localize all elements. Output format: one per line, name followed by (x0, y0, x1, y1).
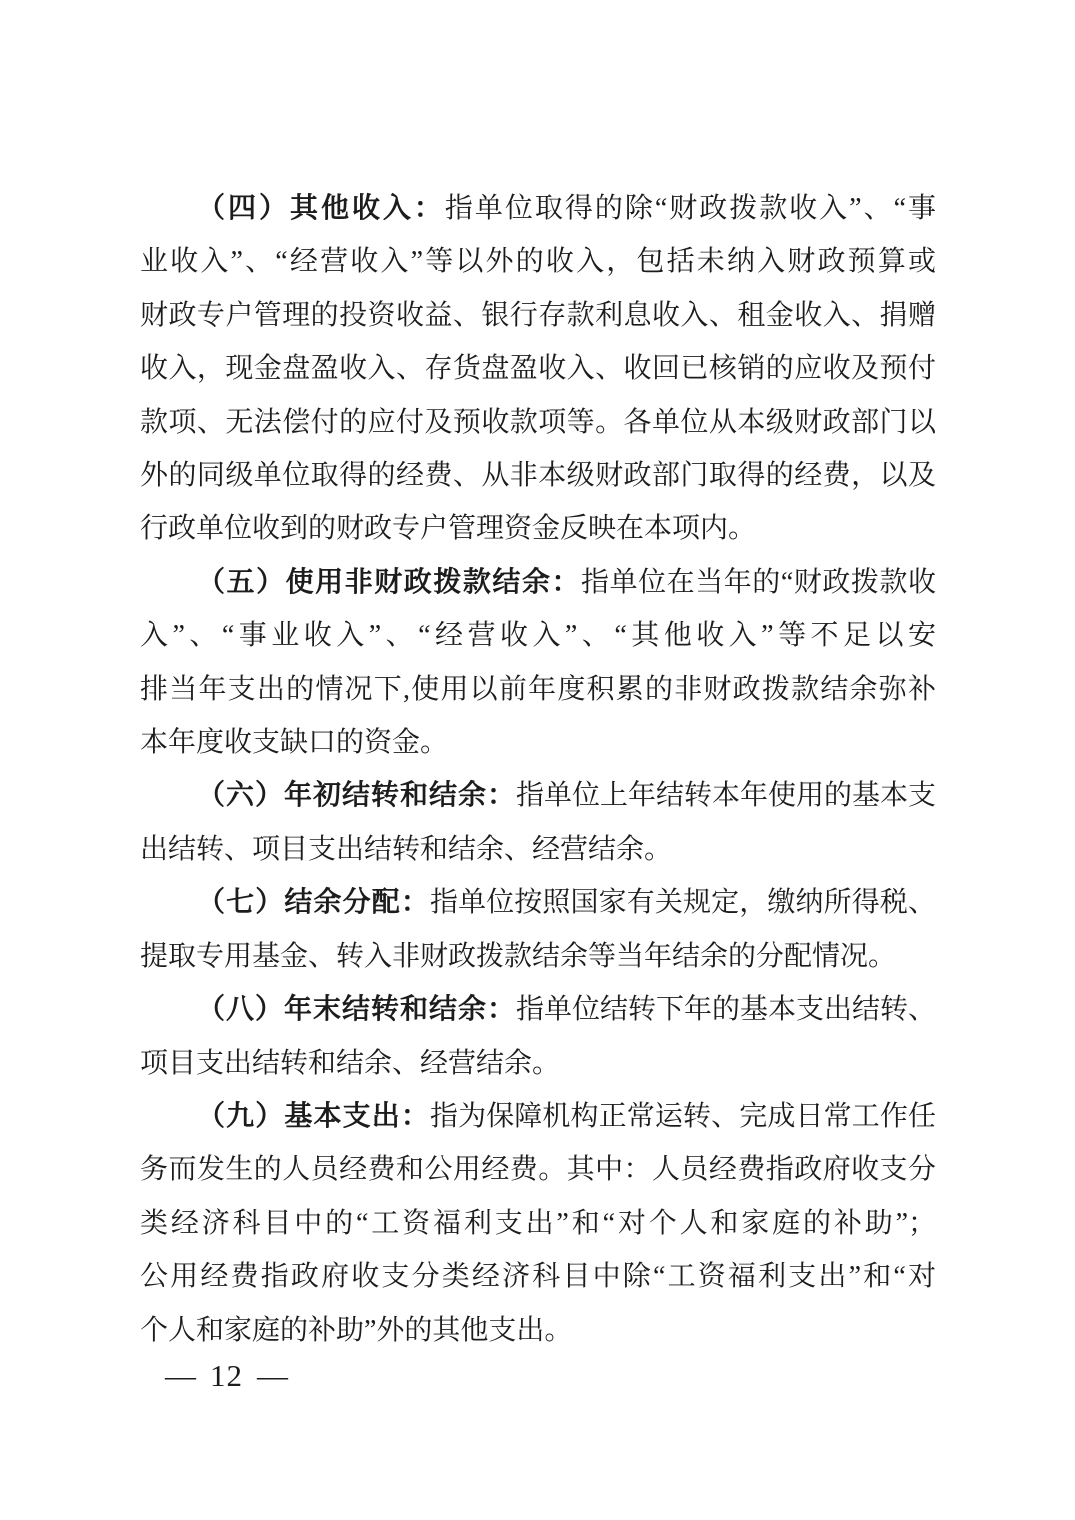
text-line: 入”、“事业收入”、“经营收入”、“其他收入”等不足以安 (140, 620, 936, 652)
text-line: 类经济科目中的“工资福利支出”和“对个人和家庭的补助”； (140, 1207, 936, 1239)
text-line: 财政专户管理的投资收益、银行存款利息收入、租金收入、捐赠 (140, 299, 936, 331)
text-line (140, 983, 936, 1036)
text-line (140, 182, 936, 235)
document-body (140, 182, 936, 1357)
definition-text: 指单位取得的除“财政拨款收入”、“事 (444, 193, 936, 224)
term-label: （四）其他收入： (197, 193, 445, 224)
text-line (140, 1090, 936, 1143)
page-number: 12 (210, 1358, 243, 1393)
text-line: 提取专用基金、转入非财政拨款结余等当年结余的分配情况。 (140, 940, 897, 972)
footer-left-dash: — (165, 1358, 196, 1393)
text-line (140, 556, 936, 609)
text-line: 收入，现金盘盈收入、存货盘盈收入、收回已核销的应收及预付 (140, 353, 936, 385)
text-line: 务而发生的人员经费和公用经费。其中：人员经费指政府收支分 (140, 1154, 936, 1186)
definition-text: 指单位按照国家有关规定，缴纳所得税、 (429, 887, 936, 919)
text-line: 本年度收支缺口的资金。 (140, 727, 449, 759)
definition-paragraph (140, 1090, 936, 1357)
term-label: （八）年末结转和结余： (197, 994, 517, 1026)
text-line: 行政单位收到的财政专户管理资金反映在本项内。 (140, 513, 757, 545)
definition-text: 指单位结转下年的基本支出结转、 (516, 994, 937, 1026)
text-line (140, 769, 936, 822)
text-line: 出结转、项目支出结转和结余、经营结余。 (140, 833, 673, 865)
definition-text: 指单位在当年的“财政拨款收 (581, 566, 936, 598)
text-line: 业收入”、“经营收入”等以外的收入，包括未纳入财政预算或 (140, 246, 936, 278)
definition-paragraph (140, 182, 936, 556)
text-line: 项目支出结转和结余、经营结余。 (140, 1047, 561, 1079)
term-label: （六）年初结转和结余： (197, 780, 517, 812)
term-label: （五）使用非财政拨款结余： (197, 566, 582, 598)
definition-paragraph (140, 556, 936, 770)
text-line: 公用经费指政府收支分类经济科目中除“工资福利支出”和“对 (140, 1261, 936, 1293)
definition-paragraph (140, 876, 936, 983)
text-line: 外的同级单位取得的经费、从非本级财政部门取得的经费，以及 (140, 460, 936, 492)
term-label: （七）结余分配： (197, 887, 430, 919)
text-line: 排当年支出的情况下,使用以前年度积累的非财政拨款结余弥补 (140, 673, 936, 705)
term-label: （九）基本支出： (197, 1100, 430, 1132)
text-line (140, 876, 936, 929)
text-line: 个人和家庭的补助”外的其他支出。 (140, 1314, 573, 1346)
definition-text: 指单位上年结转本年使用的基本支 (516, 780, 937, 812)
page-footer (165, 1358, 288, 1394)
definition-text: 指为保障机构正常运转、完成日常工作任 (429, 1100, 936, 1132)
definition-paragraph (140, 983, 936, 1090)
text-line: 款项、无法偿付的应付及预收款项等。各单位从本级财政部门以 (140, 406, 936, 438)
footer-right-dash: — (257, 1358, 288, 1393)
definition-paragraph (140, 769, 936, 876)
